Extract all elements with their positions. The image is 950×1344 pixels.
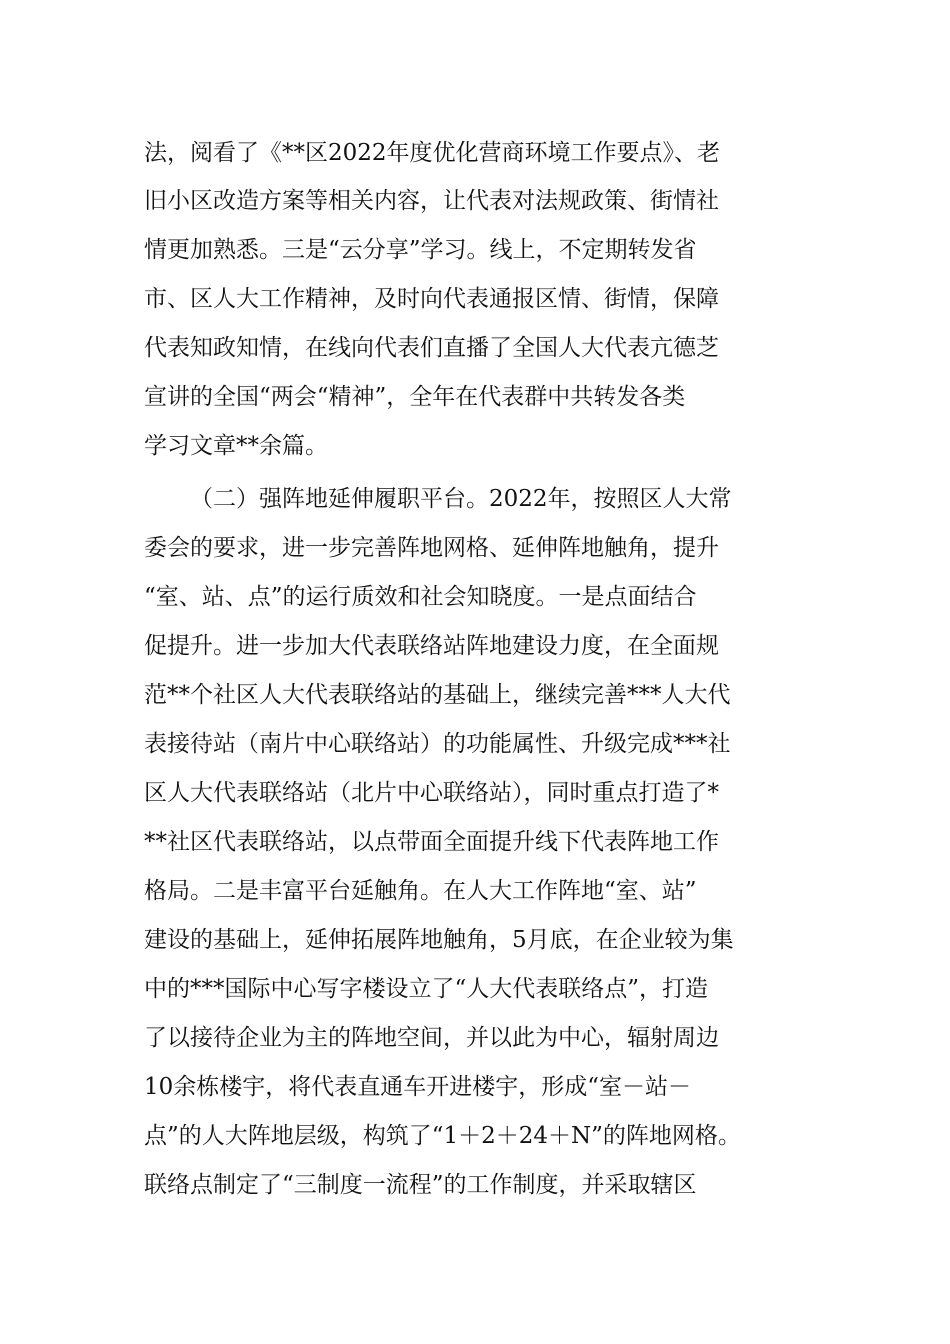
text-line-17: 建设的基础上，延伸拓展阵地触角，5月底，在企业较为集 xyxy=(144,927,734,953)
text-line-3: 情更加熟悉。三是“云分享”学习。线上，不定期转发省 xyxy=(144,237,697,263)
text-line-1: 法，阅看了《**区2022年度优化营商环境工作要点》、老 xyxy=(144,140,721,166)
text-line-2: 旧小区改造方案等相关内容，让代表对法规政策、街情社 xyxy=(144,188,719,214)
text-line-13: 表接待站（南片中心联络站）的功能属性、升级完成***社 xyxy=(144,731,731,757)
text-line-14: 区人大代表联络站（北片中心联络站），同时重点打造了* xyxy=(144,780,719,806)
text-line-16: 格局。二是丰富平台延触角。在人大工作阵地“室、站” xyxy=(144,878,697,904)
text-line-19: 了以接待企业为主的阵地空间，并以此为中心，辐射周边 xyxy=(144,1025,719,1051)
text-line-22: 联络点制定了“三制度一流程”的工作制度，并采取辖区 xyxy=(144,1172,697,1198)
text-line-4: 市、区人大工作精神，及时向代表通报区情、街情，保障 xyxy=(144,286,719,312)
text-line-5: 代表知政知情，在线向代表们直播了全国人大代表亢德芝 xyxy=(144,335,719,361)
text-line-8: （二）强阵地延伸履职平台。2022年，按照区人大常 xyxy=(190,486,732,512)
text-line-20: 10余栋楼宇，将代表直通车开进楼宇，形成“室－站－ xyxy=(144,1074,692,1100)
text-line-7: 学习文章**余篇。 xyxy=(144,433,328,459)
text-line-18: 中的***国际中心写字楼设立了“人大代表联络点”，打造 xyxy=(144,976,709,1002)
text-line-11: 促提升。进一步加大代表联络站阵地建设力度，在全面规 xyxy=(144,633,719,659)
text-line-21: 点”的人大阵地层级，构筑了“1＋2＋24＋N”的阵地网格。 xyxy=(144,1123,741,1149)
text-line-6: 宣讲的全国“两会“精神”，全年在代表群中共转发各类 xyxy=(144,384,686,410)
text-line-15: **社区代表联络站，以点带面全面提升线下代表阵地工作 xyxy=(144,829,719,855)
text-line-10: “室、站、点”的运行质效和社会知晓度。一是点面结合 xyxy=(144,584,697,610)
text-line-9: 委会的要求，进一步完善阵地网格、延伸阵地触角，提升 xyxy=(144,535,719,561)
text-line-12: 范**个社区人大代表联络站的基础上，继续完善***人大代 xyxy=(144,682,731,708)
